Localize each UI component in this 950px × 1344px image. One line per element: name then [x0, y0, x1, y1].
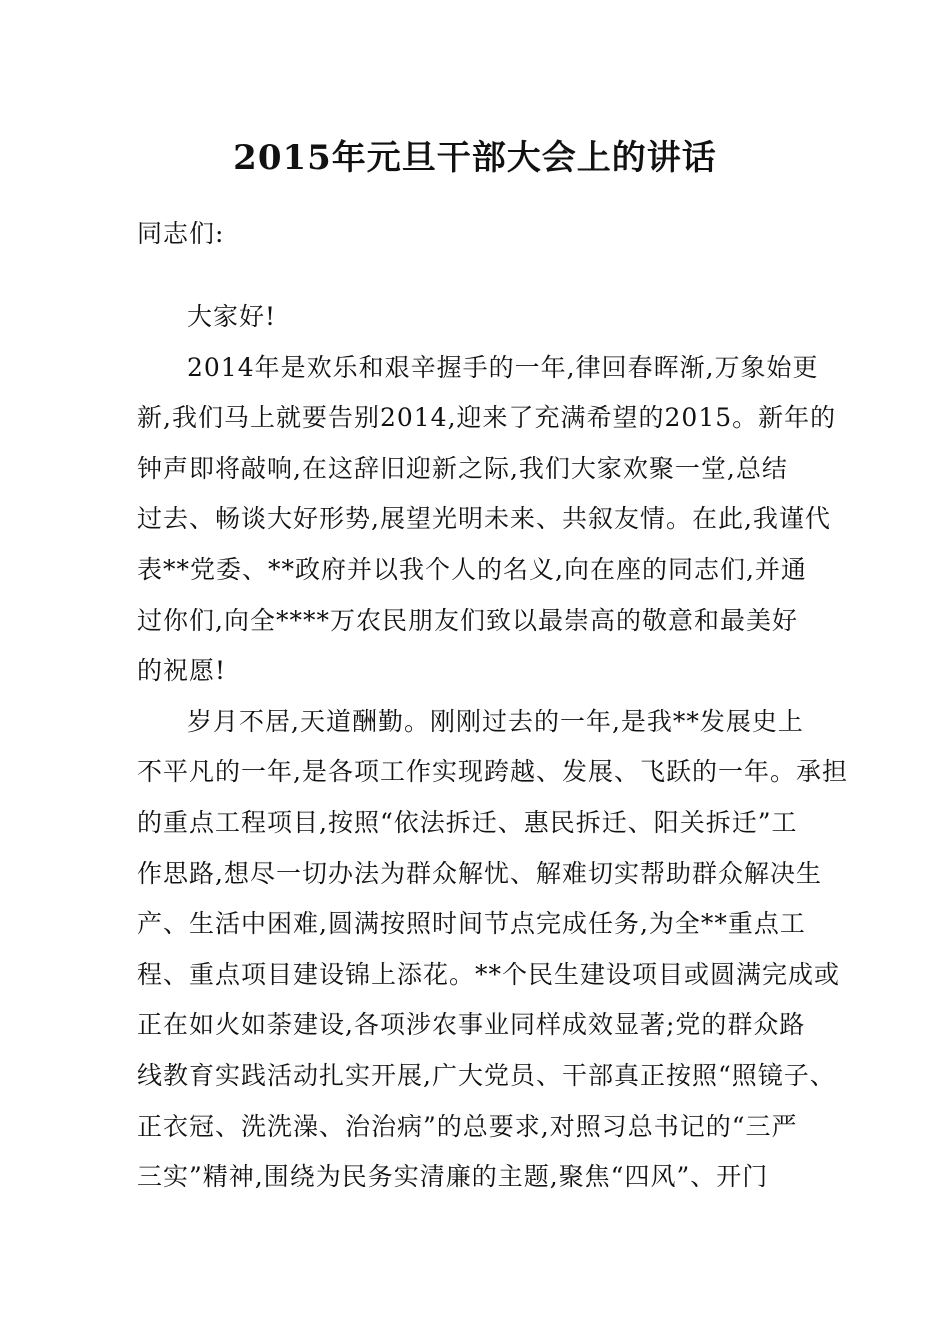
paragraph-1-line: 表**党委、**政府并以我个人的名义,向在座的同志们,并通 [137, 554, 807, 584]
paragraph-2-line: 产、生活中困难,圆满按照时间节点完成任务,为全**重点工 [137, 909, 806, 939]
paragraph-1-line: 钟声即将敲响,在这辞旧迎新之际,我们大家欢聚一堂,总结 [137, 453, 788, 483]
paragraph-2-line: 岁月不居,天道酬勤。刚刚过去的一年,是我**发展史上 [187, 706, 804, 736]
greeting-paragraph [137, 292, 817, 343]
greeting-line: 大家好! [187, 302, 277, 331]
document-body [137, 292, 848, 1203]
paragraph-2-line: 不平凡的一年,是各项工作实现跨越、发展、飞跃的一年。承担 [137, 757, 848, 787]
paragraph-1 [137, 343, 837, 697]
paragraph-2 [137, 697, 848, 1203]
paragraph-2-line: 线教育实践活动扎实开展,广大党员、干部真正按照“照镜子、 [137, 1060, 836, 1090]
paragraph-2-line: 正在如火如荼建设,各项涉农事业同样成效显著;党的群众路 [137, 1010, 806, 1040]
paragraph-2-line: 三实”精神,围绕为民务实清廉的主题,聚焦“四风”、开门 [137, 1162, 769, 1192]
paragraph-2-line: 作思路,想尽一切办法为群众解忧、解难切实帮助群众解决生 [137, 858, 822, 888]
paragraph-1-line: 的祝愿! [137, 656, 227, 686]
paragraph-2-line: 正衣冠、洗洗澡、治治病”的总要求,对照习总书记的“三严 [137, 1111, 798, 1141]
paragraph-1-line: 过你们,向全****万农民朋友们致以最崇高的敬意和最美好 [137, 605, 798, 635]
paragraph-1-line: 过去、畅谈大好形势,展望光明未来、共叙友情。在此,我谨代 [137, 504, 831, 534]
salutation: 同志们: [137, 219, 225, 248]
paragraph-2-line: 程、重点项目建设锦上添花。**个民生建设项目或圆满完成或 [137, 959, 841, 989]
paragraph-2-line: 的重点工程项目,按照“依法拆迁、惠民拆迁、阳关拆迁”工 [137, 807, 798, 837]
paragraph-1-line: 新,我们马上就要告别2014,迎来了充满希望的2015。新年的 [137, 403, 837, 433]
document-title: 2015年元旦干部大会上的讲话 [233, 138, 717, 178]
paragraph-1-line: 2014年是欢乐和艰辛握手的一年,律回春晖渐,万象始更 [187, 352, 819, 382]
